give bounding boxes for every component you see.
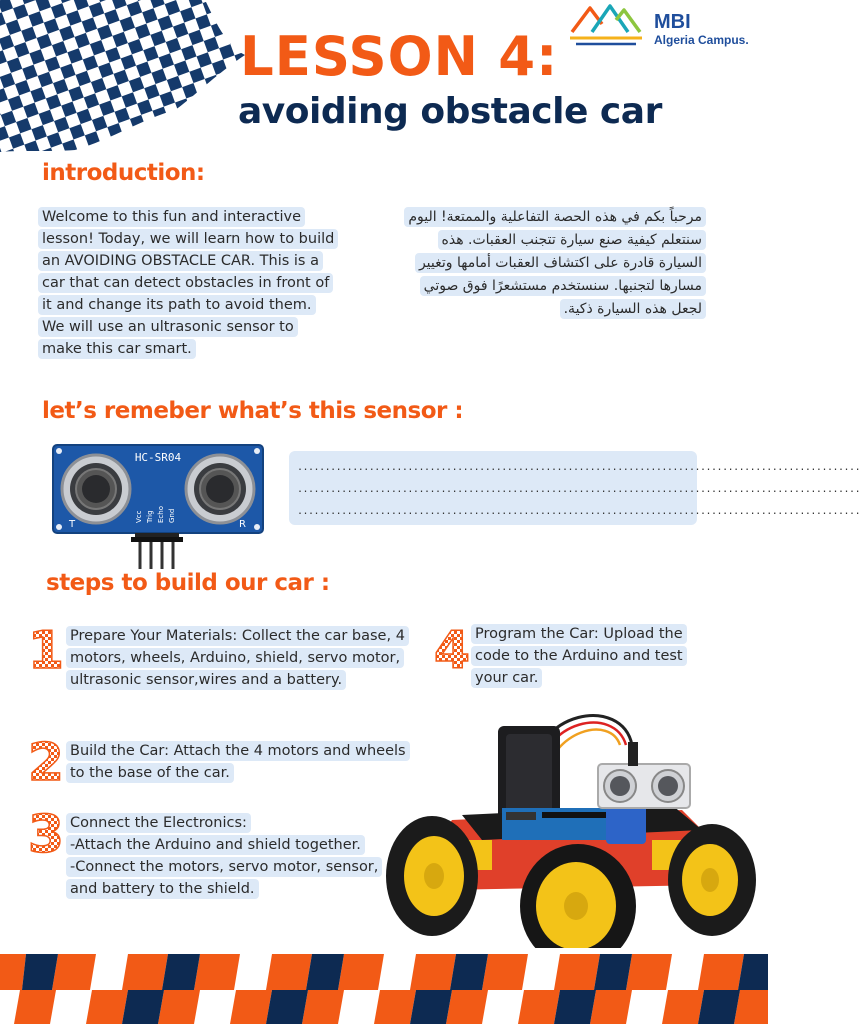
svg-text:1: 1	[27, 621, 65, 681]
mbi-logo	[568, 2, 768, 50]
step-2-number-icon	[24, 733, 68, 793]
pin-echo-label: Echo	[157, 506, 165, 523]
step-3-number-icon	[24, 805, 68, 865]
step-1-number-icon	[24, 621, 68, 681]
introduction-heading: introduction:	[42, 160, 205, 186]
ultrasonic-sensor-image	[51, 443, 265, 573]
sensor-heading: let’s remeber what’s this sensor :	[42, 398, 464, 424]
step-2-text: Build the Car: Attach the 4 motors and wheels to the base of the car.	[66, 740, 418, 784]
sensor-r-label: R	[239, 519, 246, 530]
steps-heading: steps to build our car :	[46, 570, 330, 596]
answer-line[interactable]: ......................................................................................................	[297, 506, 860, 517]
lesson-subtitle: avoiding obstacle car	[238, 91, 662, 132]
checkered-flag-decoration	[0, 0, 250, 160]
svg-text:2: 2	[27, 733, 65, 793]
answer-line[interactable]: ......................................................................................................	[297, 462, 860, 473]
pin-trig-label: Trig	[146, 510, 154, 523]
step-4-text: Program the Car: Upload the code to the Arduino and test your car.	[471, 623, 703, 689]
lesson-title: LESSON 4:	[240, 25, 559, 88]
answer-line[interactable]: ......................................................................................................	[297, 484, 860, 495]
introduction-english-text: Welcome to this fun and interactive lesson! Today, we will learn how to build an AVOIDING OBSTACLE CAR. This is a car that can detect obstacles in front of it and change its path to avoid them. We will use an ultrasonic sensor to make this car smart.	[38, 206, 338, 360]
obstacle-car-image	[382, 700, 760, 970]
answer-lines[interactable]	[289, 451, 860, 525]
sensor-model-label: HC-SR04	[134, 451, 182, 464]
step-1-text: Prepare Your Materials: Collect the car base, 4 motors, wheels, Arduino, shield, servo motor, ultrasonic sensor,wires and a battery.	[66, 625, 418, 691]
mountains-logo-icon	[568, 2, 648, 48]
step-4-number-icon	[430, 621, 474, 681]
svg-text:4: 4	[433, 621, 471, 681]
step-3-text: Connect the Electronics: -Attach the Arduino and shield together. -Connect the motors, servo motor, sensor, and battery to the shield.	[66, 812, 386, 900]
pin-gnd-label: Gnd	[168, 508, 176, 523]
svg-text:3: 3	[27, 805, 65, 865]
introduction-arabic-text: مرحباً بكم في هذه الحصة التفاعلية والممتعة! اليوم سنتعلم كيفية صنع سيارة تتجنب العقبات. هذه السيارة قادرة على اكتشاف العقبات أمامها وتغيير مسارها لتجنبها. سنستخدم مستشعرًا فوق صوتي لجعل هذه السيارة ذكية.	[408, 206, 706, 321]
pin-vcc-label: Vcc	[135, 510, 143, 523]
brand-name: MBI	[654, 11, 691, 33]
brand-subtitle: Algeria Campus.	[654, 33, 749, 47]
sensor-t-label: T	[69, 519, 76, 530]
checkered-border-decoration	[0, 948, 768, 1024]
